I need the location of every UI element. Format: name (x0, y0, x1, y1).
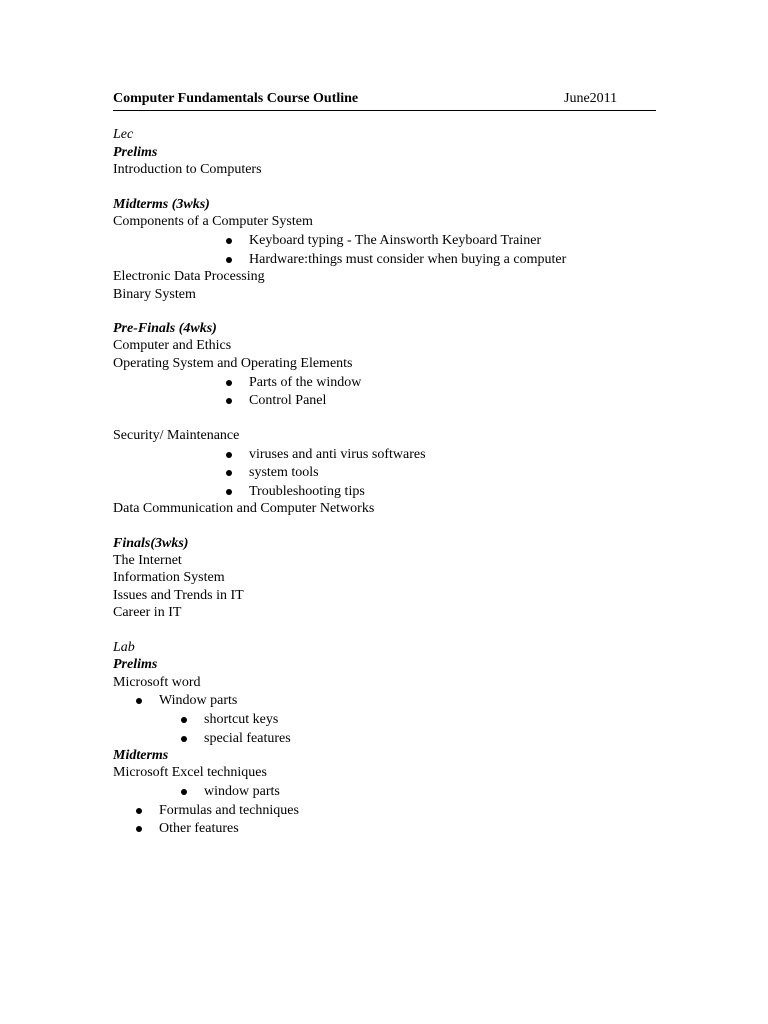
bullet-icon (226, 398, 232, 404)
lec-prefinals-topic: Security/ Maintenance (113, 428, 240, 443)
list-item (136, 692, 536, 710)
list-item (226, 251, 656, 269)
lec-midterms-topic: Components of a Computer System (113, 214, 313, 229)
bullet-icon (226, 470, 232, 476)
list-item (226, 483, 656, 501)
bullet-text: Window parts (159, 693, 238, 708)
bullet-text: Formulas and techniques (159, 803, 299, 818)
document-title: Computer Fundamentals Course Outline (113, 91, 359, 106)
bullet-icon (136, 698, 142, 704)
lab-prelims-topic: Microsoft word (113, 675, 201, 690)
bullet-text: Other features (159, 821, 239, 836)
lec-finals-item: The Internet (113, 553, 182, 568)
list-item (226, 392, 656, 410)
bullet-text: Troubleshooting tips (249, 484, 365, 499)
lec-finals-item: Career in IT (113, 605, 182, 620)
lec-midterms-topic: Binary System (113, 287, 196, 302)
lab-midterms-topic: Microsoft Excel techniques (113, 765, 267, 780)
list-item (136, 802, 536, 820)
bullet-icon (226, 238, 232, 244)
bullet-icon (181, 717, 187, 723)
list-item (181, 783, 581, 801)
bullet-text: shortcut keys (204, 712, 279, 727)
bullet-icon (226, 452, 232, 458)
bullet-text: viruses and anti virus softwares (249, 447, 426, 462)
lec-prefinals-topic: Data Communication and Computer Networks (113, 501, 375, 516)
lec-prefinals-topic: Computer and Ethics (113, 338, 232, 353)
list-item (226, 374, 656, 392)
bullet-text: window parts (204, 784, 280, 799)
list-item (136, 820, 536, 838)
list-item (181, 711, 581, 729)
bullet-text: Control Panel (249, 393, 327, 408)
bullet-icon (181, 736, 187, 742)
bullet-icon (226, 257, 232, 263)
bullet-text: Parts of the window (249, 375, 362, 390)
lec-finals-item: Issues and Trends in IT (113, 588, 244, 603)
lab-label: Lab (113, 640, 135, 655)
bullet-text: Keyboard typing - The Ainsworth Keyboard Trainer (249, 233, 542, 248)
bullet-text: Hardware:things must consider when buying a computer (249, 252, 567, 267)
lec-prelims-item: Introduction to Computers (113, 162, 262, 177)
bullet-icon (136, 826, 142, 832)
lec-finals-item: Information System (113, 570, 225, 585)
lec-prefinals-heading: Pre-Finals (4wks) (113, 321, 217, 336)
lab-midterms-heading: Midterms (113, 748, 169, 763)
lab-prelims-heading: Prelims (113, 657, 158, 672)
list-item (226, 464, 656, 482)
bullet-icon (226, 489, 232, 495)
bullet-text: system tools (249, 465, 319, 480)
lec-midterms-heading: Midterms (3wks) (113, 197, 210, 212)
document-header (113, 91, 656, 111)
document-date: June2011 (564, 91, 618, 106)
bullet-text: special features (204, 731, 291, 746)
lec-midterms-topic: Electronic Data Processing (113, 269, 265, 284)
bullet-icon (181, 789, 187, 795)
list-item (226, 232, 656, 250)
bullet-icon (226, 380, 232, 386)
bullet-icon (136, 808, 142, 814)
lec-prelims-heading: Prelims (113, 145, 158, 160)
list-item (226, 446, 656, 464)
lec-label: Lec (113, 127, 134, 142)
list-item (181, 730, 581, 748)
lec-prefinals-topic: Operating System and Operating Elements (113, 356, 353, 371)
lec-finals-heading: Finals(3wks) (113, 536, 189, 551)
